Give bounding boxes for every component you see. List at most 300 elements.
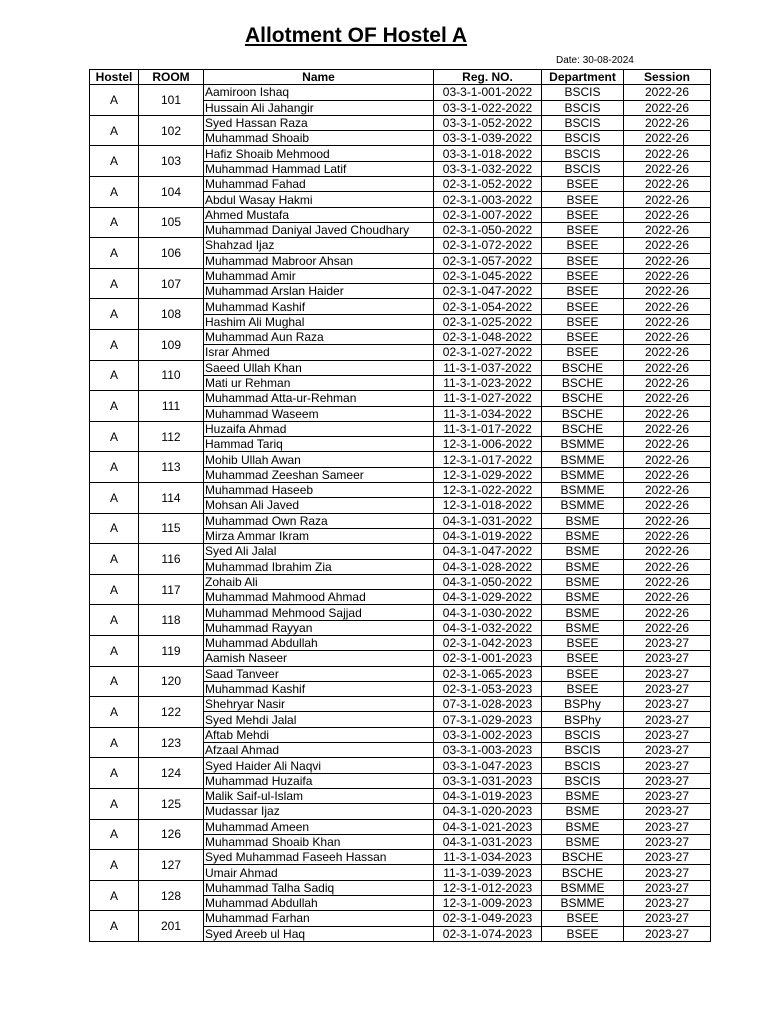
- table-row: [90, 574, 711, 589]
- room-cell: 115: [139, 513, 204, 544]
- room-cell: 120: [139, 666, 204, 697]
- session-cell: 2022-26: [624, 483, 711, 498]
- table-row: [90, 605, 711, 620]
- table-row: [90, 727, 711, 742]
- name-cell: Mudassar Ijaz: [204, 804, 434, 819]
- session-cell: 2022-26: [624, 330, 711, 345]
- date-label: Date:: [556, 55, 580, 66]
- reg-no-cell: 04-3-1-029-2022: [434, 590, 542, 605]
- session-cell: 2023-27: [624, 666, 711, 681]
- name-cell: Syed Areeb ul Haq: [204, 926, 434, 941]
- reg-no-cell: 04-3-1-030-2022: [434, 605, 542, 620]
- table-row: [90, 360, 711, 375]
- department-cell: BSEE: [542, 681, 624, 696]
- name-cell: Aftab Mehdi: [204, 727, 434, 742]
- reg-no-cell: 12-3-1-006-2022: [434, 437, 542, 452]
- department-cell: BSMME: [542, 437, 624, 452]
- room-cell: 106: [139, 238, 204, 269]
- reg-no-cell: 04-3-1-019-2022: [434, 528, 542, 543]
- session-cell: 2022-26: [624, 207, 711, 222]
- reg-no-cell: 12-3-1-029-2022: [434, 467, 542, 482]
- department-cell: BSEE: [542, 314, 624, 329]
- table-row: [90, 788, 711, 803]
- reg-no-cell: 03-3-1-001-2022: [434, 85, 542, 100]
- department-cell: BSMME: [542, 483, 624, 498]
- reg-no-cell: 02-3-1-052-2022: [434, 177, 542, 192]
- name-cell: Huzaifa Ahmad: [204, 421, 434, 436]
- table-row: [90, 819, 711, 834]
- hostel-cell: A: [90, 483, 139, 514]
- name-cell: Muhammad Ibrahim Zia: [204, 559, 434, 574]
- header-room: ROOM: [139, 70, 204, 85]
- name-cell: Muhammad Waseem: [204, 406, 434, 421]
- reg-no-cell: 03-3-1-018-2022: [434, 146, 542, 161]
- name-cell: Hussain Ali Jahangir: [204, 100, 434, 115]
- hostel-cell: A: [90, 391, 139, 422]
- room-cell: 108: [139, 299, 204, 330]
- department-cell: BSEE: [542, 177, 624, 192]
- department-cell: BSME: [542, 819, 624, 834]
- reg-no-cell: 02-3-1-048-2022: [434, 330, 542, 345]
- department-cell: BSME: [542, 528, 624, 543]
- table-row: [90, 146, 711, 161]
- department-cell: BSEE: [542, 268, 624, 283]
- department-cell: BSMME: [542, 896, 624, 911]
- reg-no-cell: 11-3-1-034-2023: [434, 850, 542, 865]
- reg-no-cell: 02-3-1-007-2022: [434, 207, 542, 222]
- table-row: [90, 421, 711, 436]
- department-cell: BSEE: [542, 253, 624, 268]
- name-cell: Syed Hassan Raza: [204, 115, 434, 130]
- department-cell: BSEE: [542, 222, 624, 237]
- hostel-cell: A: [90, 850, 139, 881]
- reg-no-cell: 02-3-1-074-2023: [434, 926, 542, 941]
- department-cell: BSME: [542, 834, 624, 849]
- reg-no-cell: 02-3-1-053-2023: [434, 681, 542, 696]
- session-cell: 2022-26: [624, 498, 711, 513]
- session-cell: 2022-26: [624, 437, 711, 452]
- department-cell: BSCHE: [542, 865, 624, 880]
- room-cell: 116: [139, 544, 204, 575]
- name-cell: Aamish Naseer: [204, 651, 434, 666]
- name-cell: Syed Muhammad Faseeh Hassan: [204, 850, 434, 865]
- session-cell: 2022-26: [624, 574, 711, 589]
- session-cell: 2022-26: [624, 467, 711, 482]
- room-cell: 128: [139, 880, 204, 911]
- department-cell: BSCHE: [542, 421, 624, 436]
- reg-no-cell: 02-3-1-050-2022: [434, 222, 542, 237]
- session-cell: 2022-26: [624, 544, 711, 559]
- department-cell: BSCHE: [542, 375, 624, 390]
- hostel-cell: A: [90, 299, 139, 330]
- room-cell: 107: [139, 268, 204, 299]
- department-cell: BSEE: [542, 192, 624, 207]
- hostel-cell: A: [90, 85, 139, 116]
- table-row: [90, 850, 711, 865]
- header-department: Department: [542, 70, 624, 85]
- hostel-cell: A: [90, 330, 139, 361]
- room-cell: 111: [139, 391, 204, 422]
- name-cell: Mirza Ammar Ikram: [204, 528, 434, 543]
- reg-no-cell: 04-3-1-047-2022: [434, 544, 542, 559]
- hostel-cell: A: [90, 880, 139, 911]
- name-cell: Muhammad Mehmood Sajjad: [204, 605, 434, 620]
- department-cell: BSCHE: [542, 850, 624, 865]
- session-cell: 2022-26: [624, 268, 711, 283]
- room-cell: 124: [139, 758, 204, 789]
- room-cell: 110: [139, 360, 204, 391]
- name-cell: Muhammad Own Raza: [204, 513, 434, 528]
- name-cell: Muhammad Amir: [204, 268, 434, 283]
- name-cell: Mohsan Ali Javed: [204, 498, 434, 513]
- room-cell: 104: [139, 177, 204, 208]
- reg-no-cell: 04-3-1-032-2022: [434, 620, 542, 635]
- department-cell: BSME: [542, 590, 624, 605]
- session-cell: 2023-27: [624, 697, 711, 712]
- room-cell: 105: [139, 207, 204, 238]
- table-row: [90, 268, 711, 283]
- room-cell: 201: [139, 911, 204, 942]
- department-cell: BSEE: [542, 635, 624, 650]
- name-cell: Muhammad Mahmood Ahmad: [204, 590, 434, 605]
- session-cell: 2022-26: [624, 421, 711, 436]
- reg-no-cell: 03-3-1-022-2022: [434, 100, 542, 115]
- reg-no-cell: 04-3-1-020-2023: [434, 804, 542, 819]
- department-cell: BSEE: [542, 207, 624, 222]
- table-row: [90, 513, 711, 528]
- session-cell: 2022-26: [624, 528, 711, 543]
- department-cell: BSMME: [542, 467, 624, 482]
- name-cell: Afzaal Ahmad: [204, 743, 434, 758]
- session-cell: 2023-27: [624, 635, 711, 650]
- reg-no-cell: 07-3-1-029-2023: [434, 712, 542, 727]
- department-cell: BSME: [542, 513, 624, 528]
- session-cell: 2023-27: [624, 773, 711, 788]
- hostel-cell: A: [90, 788, 139, 819]
- reg-no-cell: 12-3-1-009-2023: [434, 896, 542, 911]
- session-cell: 2023-27: [624, 727, 711, 742]
- session-cell: 2022-26: [624, 452, 711, 467]
- session-cell: 2023-27: [624, 865, 711, 880]
- name-cell: Hafiz Shoaib Mehmood: [204, 146, 434, 161]
- reg-no-cell: 04-3-1-031-2022: [434, 513, 542, 528]
- name-cell: Muhammad Huzaifa: [204, 773, 434, 788]
- name-cell: Muhammad Rayyan: [204, 620, 434, 635]
- reg-no-cell: 02-3-1-049-2023: [434, 911, 542, 926]
- session-cell: 2022-26: [624, 177, 711, 192]
- department-cell: BSME: [542, 788, 624, 803]
- session-cell: 2022-26: [624, 345, 711, 360]
- name-cell: Mohib Ullah Awan: [204, 452, 434, 467]
- name-cell: Muhammad Daniyal Javed Choudhary: [204, 222, 434, 237]
- reg-no-cell: 03-3-1-052-2022: [434, 115, 542, 130]
- header-session: Session: [624, 70, 711, 85]
- hostel-cell: A: [90, 697, 139, 728]
- department-cell: BSEE: [542, 330, 624, 345]
- department-cell: BSME: [542, 544, 624, 559]
- reg-no-cell: 03-3-1-002-2023: [434, 727, 542, 742]
- date-line: [556, 55, 634, 66]
- department-cell: BSCHE: [542, 360, 624, 375]
- hostel-cell: A: [90, 911, 139, 942]
- department-cell: BSCIS: [542, 758, 624, 773]
- name-cell: Zohaib Ali: [204, 574, 434, 589]
- session-cell: 2023-27: [624, 896, 711, 911]
- room-cell: 114: [139, 483, 204, 514]
- department-cell: BSME: [542, 620, 624, 635]
- session-cell: 2022-26: [624, 391, 711, 406]
- reg-no-cell: 03-3-1-032-2022: [434, 161, 542, 176]
- hostel-cell: A: [90, 177, 139, 208]
- room-cell: 112: [139, 421, 204, 452]
- room-cell: 118: [139, 605, 204, 636]
- table-body: [90, 85, 711, 942]
- reg-no-cell: 02-3-1-042-2023: [434, 635, 542, 650]
- name-cell: Shehryar Nasir: [204, 697, 434, 712]
- name-cell: Israr Ahmed: [204, 345, 434, 360]
- page-title: Allotment OF Hostel A: [244, 24, 468, 47]
- session-cell: 2022-26: [624, 146, 711, 161]
- reg-no-cell: 02-3-1-047-2022: [434, 284, 542, 299]
- name-cell: Muhammad Hammad Latif: [204, 161, 434, 176]
- session-cell: 2023-27: [624, 743, 711, 758]
- session-cell: 2022-26: [624, 605, 711, 620]
- room-cell: 101: [139, 85, 204, 116]
- session-cell: 2022-26: [624, 590, 711, 605]
- table-row: [90, 330, 711, 345]
- hostel-cell: A: [90, 238, 139, 269]
- department-cell: BSCHE: [542, 406, 624, 421]
- hostel-cell: A: [90, 574, 139, 605]
- session-cell: 2023-27: [624, 651, 711, 666]
- department-cell: BSEE: [542, 926, 624, 941]
- session-cell: 2023-27: [624, 880, 711, 895]
- department-cell: BSME: [542, 804, 624, 819]
- header-hostel: Hostel: [90, 70, 139, 85]
- room-cell: 109: [139, 330, 204, 361]
- name-cell: Muhammad Ameen: [204, 819, 434, 834]
- reg-no-cell: 11-3-1-023-2022: [434, 375, 542, 390]
- reg-no-cell: 11-3-1-037-2022: [434, 360, 542, 375]
- allotment-table: [89, 69, 711, 942]
- hostel-cell: A: [90, 605, 139, 636]
- header-reg-no: Reg. NO.: [434, 70, 542, 85]
- session-cell: 2023-27: [624, 788, 711, 803]
- date-value: 30-08-2024: [582, 55, 634, 66]
- table-row: [90, 85, 711, 100]
- reg-no-cell: 12-3-1-022-2022: [434, 483, 542, 498]
- department-cell: BSEE: [542, 284, 624, 299]
- reg-no-cell: 11-3-1-034-2022: [434, 406, 542, 421]
- reg-no-cell: 03-3-1-031-2023: [434, 773, 542, 788]
- session-cell: 2023-27: [624, 681, 711, 696]
- session-cell: 2023-27: [624, 850, 711, 865]
- name-cell: Saad Tanveer: [204, 666, 434, 681]
- session-cell: 2022-26: [624, 115, 711, 130]
- hostel-cell: A: [90, 207, 139, 238]
- name-cell: Umair Ahmad: [204, 865, 434, 880]
- name-cell: Muhammad Atta-ur-Rehman: [204, 391, 434, 406]
- header-row: [90, 70, 711, 85]
- name-cell: Muhammad Aun Raza: [204, 330, 434, 345]
- session-cell: 2023-27: [624, 911, 711, 926]
- department-cell: BSCIS: [542, 131, 624, 146]
- reg-no-cell: 04-3-1-021-2023: [434, 819, 542, 834]
- session-cell: 2023-27: [624, 758, 711, 773]
- hostel-cell: A: [90, 819, 139, 850]
- hostel-cell: A: [90, 268, 139, 299]
- session-cell: 2022-26: [624, 406, 711, 421]
- name-cell: Muhammad Shoaib: [204, 131, 434, 146]
- room-cell: 126: [139, 819, 204, 850]
- name-cell: Muhammad Talha Sadiq: [204, 880, 434, 895]
- room-cell: 122: [139, 697, 204, 728]
- name-cell: Abdul Wasay Hakmi: [204, 192, 434, 207]
- department-cell: BSME: [542, 559, 624, 574]
- name-cell: Ahmed Mustafa: [204, 207, 434, 222]
- reg-no-cell: 11-3-1-039-2023: [434, 865, 542, 880]
- department-cell: BSCIS: [542, 85, 624, 100]
- reg-no-cell: 11-3-1-017-2022: [434, 421, 542, 436]
- department-cell: BSEE: [542, 911, 624, 926]
- name-cell: Syed Ali Jalal: [204, 544, 434, 559]
- name-cell: Muhammad Shoaib Khan: [204, 834, 434, 849]
- department-cell: BSCIS: [542, 743, 624, 758]
- hostel-cell: A: [90, 360, 139, 391]
- reg-no-cell: 02-3-1-065-2023: [434, 666, 542, 681]
- name-cell: Muhammad Haseeb: [204, 483, 434, 498]
- hostel-cell: A: [90, 421, 139, 452]
- session-cell: 2022-26: [624, 284, 711, 299]
- session-cell: 2022-26: [624, 85, 711, 100]
- department-cell: BSCIS: [542, 161, 624, 176]
- name-cell: Aamiroon Ishaq: [204, 85, 434, 100]
- session-cell: 2022-26: [624, 131, 711, 146]
- hostel-cell: A: [90, 452, 139, 483]
- session-cell: 2022-26: [624, 360, 711, 375]
- room-cell: 119: [139, 635, 204, 666]
- reg-no-cell: 04-3-1-031-2023: [434, 834, 542, 849]
- department-cell: BSEE: [542, 666, 624, 681]
- table-row: [90, 697, 711, 712]
- table-row: [90, 635, 711, 650]
- name-cell: Syed Mehdi Jalal: [204, 712, 434, 727]
- reg-no-cell: 02-3-1-027-2022: [434, 345, 542, 360]
- session-cell: 2023-27: [624, 819, 711, 834]
- department-cell: BSCIS: [542, 146, 624, 161]
- name-cell: Hashim Ali Mughal: [204, 314, 434, 329]
- department-cell: BSPhy: [542, 712, 624, 727]
- session-cell: 2022-26: [624, 222, 711, 237]
- session-cell: 2022-26: [624, 513, 711, 528]
- table-row: [90, 299, 711, 314]
- name-cell: Muhammad Kashif: [204, 299, 434, 314]
- table-row: [90, 238, 711, 253]
- room-cell: 103: [139, 146, 204, 177]
- hostel-cell: A: [90, 146, 139, 177]
- department-cell: BSMME: [542, 498, 624, 513]
- session-cell: 2022-26: [624, 238, 711, 253]
- department-cell: BSME: [542, 605, 624, 620]
- hostel-cell: A: [90, 666, 139, 697]
- department-cell: BSCIS: [542, 773, 624, 788]
- reg-no-cell: 11-3-1-027-2022: [434, 391, 542, 406]
- reg-no-cell: 02-3-1-072-2022: [434, 238, 542, 253]
- reg-no-cell: 02-3-1-057-2022: [434, 253, 542, 268]
- session-cell: 2022-26: [624, 192, 711, 207]
- reg-no-cell: 07-3-1-028-2023: [434, 697, 542, 712]
- reg-no-cell: 03-3-1-047-2023: [434, 758, 542, 773]
- department-cell: BSEE: [542, 651, 624, 666]
- room-cell: 127: [139, 850, 204, 881]
- table-row: [90, 911, 711, 926]
- name-cell: Muhammad Abdullah: [204, 896, 434, 911]
- table-row: [90, 207, 711, 222]
- hostel-cell: A: [90, 727, 139, 758]
- room-cell: 102: [139, 115, 204, 146]
- table-row: [90, 544, 711, 559]
- department-cell: BSCHE: [542, 391, 624, 406]
- session-cell: 2022-26: [624, 314, 711, 329]
- room-cell: 123: [139, 727, 204, 758]
- room-cell: 125: [139, 788, 204, 819]
- session-cell: 2023-27: [624, 926, 711, 941]
- reg-no-cell: 02-3-1-001-2023: [434, 651, 542, 666]
- table-row: [90, 177, 711, 192]
- department-cell: BSCIS: [542, 100, 624, 115]
- header-name: Name: [204, 70, 434, 85]
- reg-no-cell: 02-3-1-045-2022: [434, 268, 542, 283]
- name-cell: Muhammad Mabroor Ahsan: [204, 253, 434, 268]
- hostel-cell: A: [90, 758, 139, 789]
- name-cell: Malik Saif-ul-Islam: [204, 788, 434, 803]
- session-cell: 2023-27: [624, 712, 711, 727]
- name-cell: Muhammad Kashif: [204, 681, 434, 696]
- room-cell: 117: [139, 574, 204, 605]
- session-cell: 2022-26: [624, 620, 711, 635]
- department-cell: BSME: [542, 574, 624, 589]
- name-cell: Mati ur Rehman: [204, 375, 434, 390]
- hostel-cell: A: [90, 635, 139, 666]
- reg-no-cell: 12-3-1-017-2022: [434, 452, 542, 467]
- hostel-cell: A: [90, 115, 139, 146]
- name-cell: Syed Haider Ali Naqvi: [204, 758, 434, 773]
- reg-no-cell: 12-3-1-012-2023: [434, 880, 542, 895]
- table-row: [90, 666, 711, 681]
- session-cell: 2022-26: [624, 375, 711, 390]
- session-cell: 2022-26: [624, 559, 711, 574]
- hostel-cell: A: [90, 544, 139, 575]
- name-cell: Muhammad Fahad: [204, 177, 434, 192]
- name-cell: Hammad Tariq: [204, 437, 434, 452]
- room-cell: 113: [139, 452, 204, 483]
- department-cell: BSPhy: [542, 697, 624, 712]
- department-cell: BSMME: [542, 880, 624, 895]
- table-row: [90, 483, 711, 498]
- department-cell: BSEE: [542, 345, 624, 360]
- reg-no-cell: 02-3-1-054-2022: [434, 299, 542, 314]
- session-cell: 2022-26: [624, 299, 711, 314]
- reg-no-cell: 04-3-1-019-2023: [434, 788, 542, 803]
- name-cell: Muhammad Farhan: [204, 911, 434, 926]
- reg-no-cell: 12-3-1-018-2022: [434, 498, 542, 513]
- department-cell: BSCIS: [542, 115, 624, 130]
- session-cell: 2023-27: [624, 804, 711, 819]
- name-cell: Muhammad Abdullah: [204, 635, 434, 650]
- session-cell: 2023-27: [624, 834, 711, 849]
- table-row: [90, 758, 711, 773]
- reg-no-cell: 02-3-1-025-2022: [434, 314, 542, 329]
